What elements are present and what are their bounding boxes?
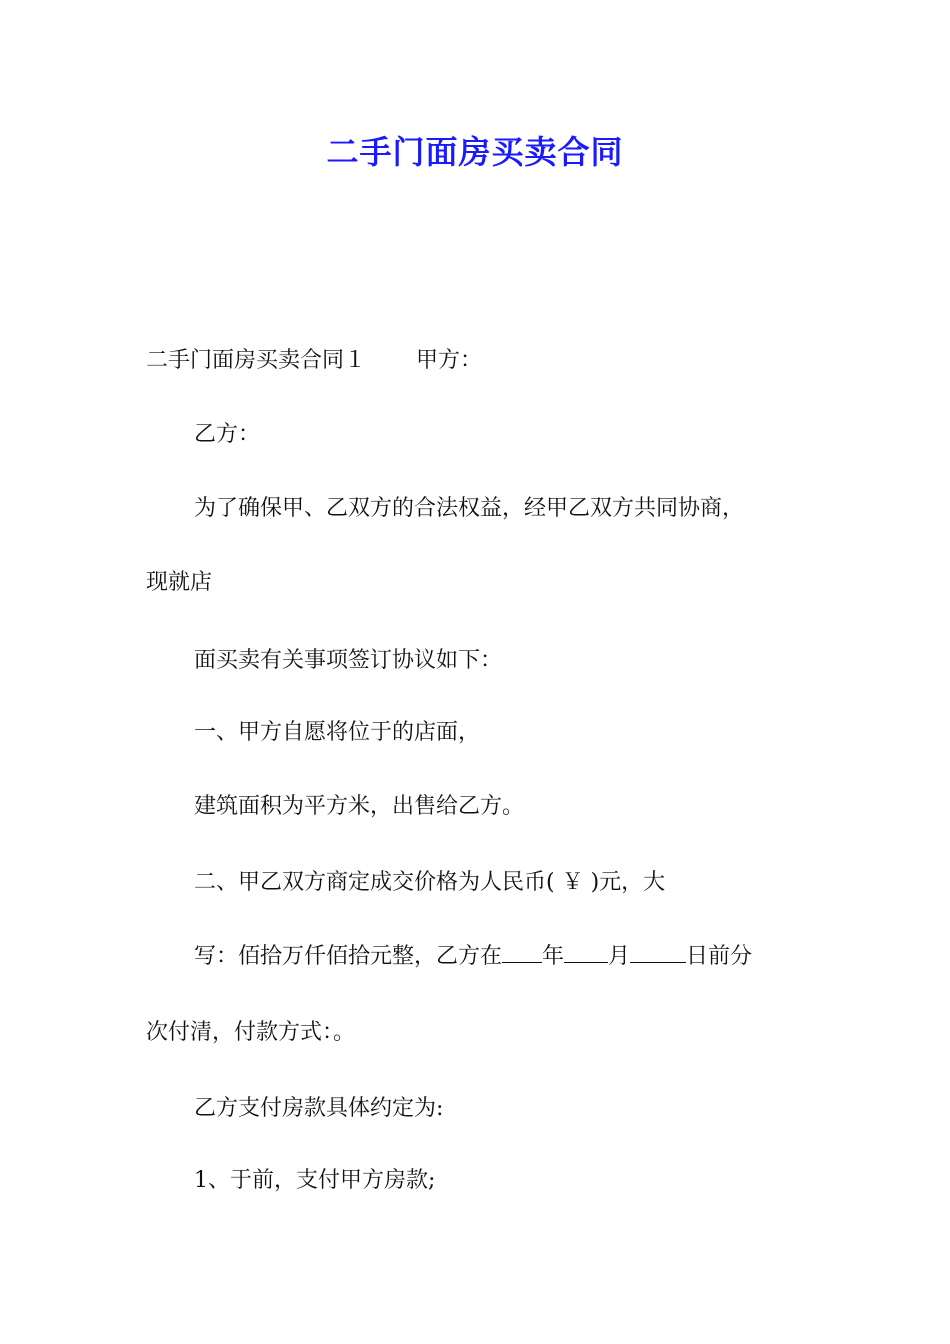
clause-1-line-1: 一、甲方自愿将位于的店面，: [194, 720, 481, 745]
clause-2-amount-text: 写：佰拾万仟佰拾元整，乙方在: [194, 944, 503, 969]
document-title: 二手门面房买卖合同: [326, 133, 624, 171]
clause-2-line-2: [194, 942, 752, 972]
paragraph-1-line-2: 现就店: [146, 570, 213, 595]
paragraph-2: 面买卖有关事项签订协议如下：: [194, 648, 503, 673]
clause-2-line-3: 次付清，付款方式：。: [146, 1020, 356, 1045]
payment-item-1: 1、于前，支付甲方房款;: [194, 1168, 436, 1193]
party-a-label: 甲方：: [416, 348, 483, 373]
day-blank: [630, 942, 686, 963]
year-label: 年: [542, 944, 565, 969]
year-blank: [502, 942, 542, 963]
contract-heading: 二手门面房买卖合同１: [146, 348, 367, 373]
clause-1-line-2: 建筑面积为平方米，出售给乙方。: [194, 794, 525, 819]
heading-line: [146, 346, 482, 376]
payment-intro: 乙方支付房款具体约定为:: [194, 1096, 444, 1121]
clause-2-line-1: 二、甲乙双方商定成交价格为人民币( ￥ )元，大: [194, 870, 666, 895]
month-blank: [564, 942, 608, 963]
month-label: 月: [608, 944, 631, 969]
paragraph-1-line-1: 为了确保甲、乙双方的合法权益，经甲乙双方共同协商，: [194, 496, 745, 521]
day-label: 日前分: [686, 944, 753, 969]
party-b-label: 乙方：: [194, 422, 261, 447]
